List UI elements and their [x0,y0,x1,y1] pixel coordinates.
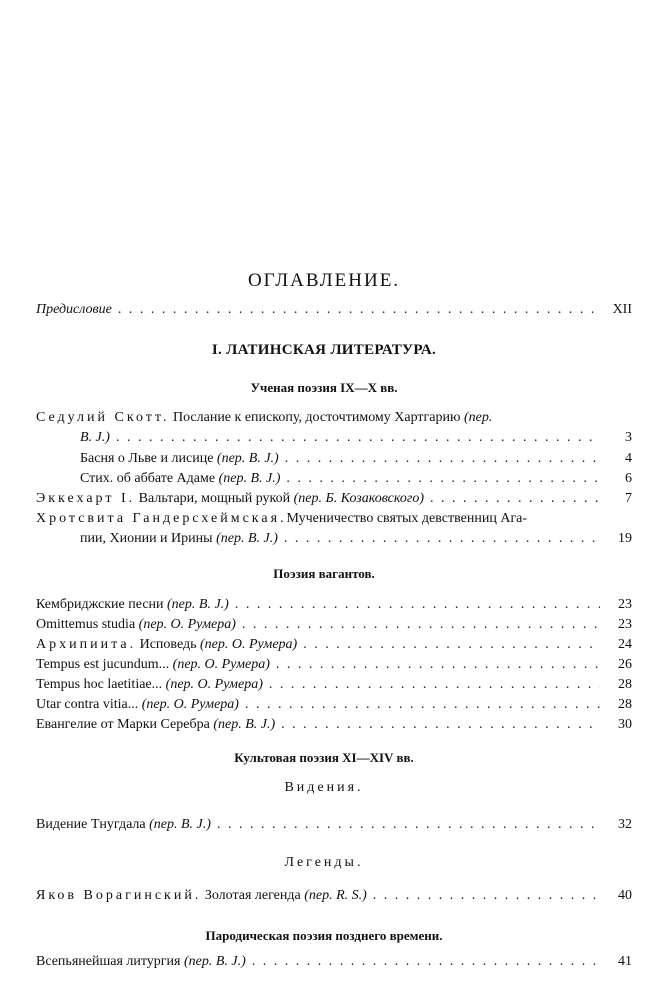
entry-text: Всепьянейшая литургия [36,954,181,969]
translator: (пер. В. J.) [213,717,276,732]
page-number: 30 [618,717,632,732]
translator: (пер. В. J.) [216,531,278,546]
toc-entry-omittemus [36,615,632,635]
entry-text: Tempus est jucundum... [36,657,170,672]
entry-text: Стих. об аббате Адаме [80,471,216,486]
toc-entry-liturgy [36,952,632,972]
dot-leader [217,815,600,835]
entry-text: Кембриджские песни [36,597,164,612]
translator: (пер. О. Румера) [165,677,263,692]
dot-leader [252,952,600,972]
page-number: 26 [618,657,632,672]
entry-text: Tempus hoc laetitiae... [36,677,163,692]
page-number: 3 [625,430,632,445]
toc-entry-preface [36,300,632,320]
toc-entry-tempus-jucundum [36,655,632,675]
toc-entry-sedulius-line2 [80,428,632,448]
dot-leader [286,469,600,489]
page-number: 28 [618,677,632,692]
dot-leader [276,655,600,675]
subsection-title-vagants: Поэзия вагантов. [273,566,375,581]
translator: (пер. О. Румера) [138,617,236,632]
entry-text: Вальтари, мощный рукой [138,491,291,506]
toc-entry-hrotsvit-line2 [80,529,632,549]
translator: В. J.) [80,430,110,445]
page-number: 4 [625,451,632,466]
toc-entry-archipoeta [36,635,632,655]
toc-entry-sedulius-line1 [36,408,492,428]
dot-leader [281,715,600,735]
subsection-title-parodic: Пародическая поэзия позднего времени. [205,928,443,943]
page-number: 23 [618,597,632,612]
author-name: Хротсвита Гандерсхеймская. [36,511,287,526]
page-number: XII [612,302,632,317]
translator: (пер. О. Румера) [141,697,239,712]
dot-leader [303,635,600,655]
translator: (пер. R. S.) [304,888,367,903]
translator: (пер. О. Румера) [199,637,298,652]
dot-leader [269,675,600,695]
group-title-legends: Легенды. [284,855,364,870]
translator: (пер. О. Румера) [172,657,270,672]
page-number: 19 [618,531,632,546]
section-title-latin: I. ЛАТИНСКАЯ ЛИТЕРАТУРА. [211,342,437,358]
translator: (пер. [463,410,493,425]
translator: (пер. В. J.) [149,817,211,832]
toc-entry-utar [36,695,632,715]
translator: (пер. В. J.) [218,471,281,486]
translator: (пер. В. J.) [183,954,246,969]
toc-entry-gospel-silver [36,715,632,735]
author-name: Архипиита. [36,637,137,652]
entry-text: пии, Хионии и Ирины [80,531,213,546]
toc-entry-hrotsvit-line1 [36,509,527,529]
page-number: 6 [625,471,632,486]
entry-text: Золотая легенда [204,888,301,903]
page-number: 24 [618,637,632,652]
toc-entry-abbot [80,469,632,489]
dot-leader [245,695,600,715]
subsection-title-learned: Ученая поэзия IX—X вв. [250,380,398,395]
page-number: 23 [618,617,632,632]
toc-entry-tempus-laetitiae [36,675,632,695]
toc-heading: ОГЛАВЛЕНИЕ. [247,270,401,291]
group-title-visions: Видения. [284,780,364,795]
entry-text: Басня о Льве и лисице [80,451,214,466]
page-number: 41 [618,954,632,969]
page-number: 32 [618,817,632,832]
entry-text: Евангелие от Марки Серебра [36,717,210,732]
page-number: 28 [618,697,632,712]
entry-text: Видение Тнугдала [36,817,146,832]
translator: (пер. В. J.) [216,451,279,466]
author-name: Эккехарт I. [36,491,136,506]
dot-leader [116,428,600,448]
toc-entry-fable [80,449,632,469]
subsection-title-cult: Культовая поэзия XI—XIV вв. [234,750,414,765]
toc-entry-voragine [36,886,632,906]
toc-entry-cambridge [36,595,632,615]
dot-leader [235,595,600,615]
toc-entry-ekkehart [36,489,632,509]
author-name: Седулий Скотт. [36,410,170,425]
entry-text: Исповедь [139,637,197,652]
dot-leader [284,529,600,549]
entry-text: Utar contra vitia... [36,697,139,712]
preface-label: Предисловие [36,302,112,317]
dot-leader [285,449,600,469]
entry-text: Послание к епископу, досточтимому Хартгарию [172,410,461,425]
translator: (пер. Б. Козаковского) [293,491,425,506]
dot-leader [242,615,600,635]
page-number: 7 [625,491,632,506]
dot-leader [373,886,600,906]
dot-leader [430,489,600,509]
entry-text: Мученичество святых девственниц Ага- [286,511,528,526]
author-name: Яков Ворагинский. [36,888,202,903]
toc-entry-tnugdal [36,815,632,835]
translator: (пер. В. J.) [167,597,229,612]
dot-leader [118,300,600,320]
page-number: 40 [618,888,632,903]
entry-text: Omittemus studia [36,617,136,632]
